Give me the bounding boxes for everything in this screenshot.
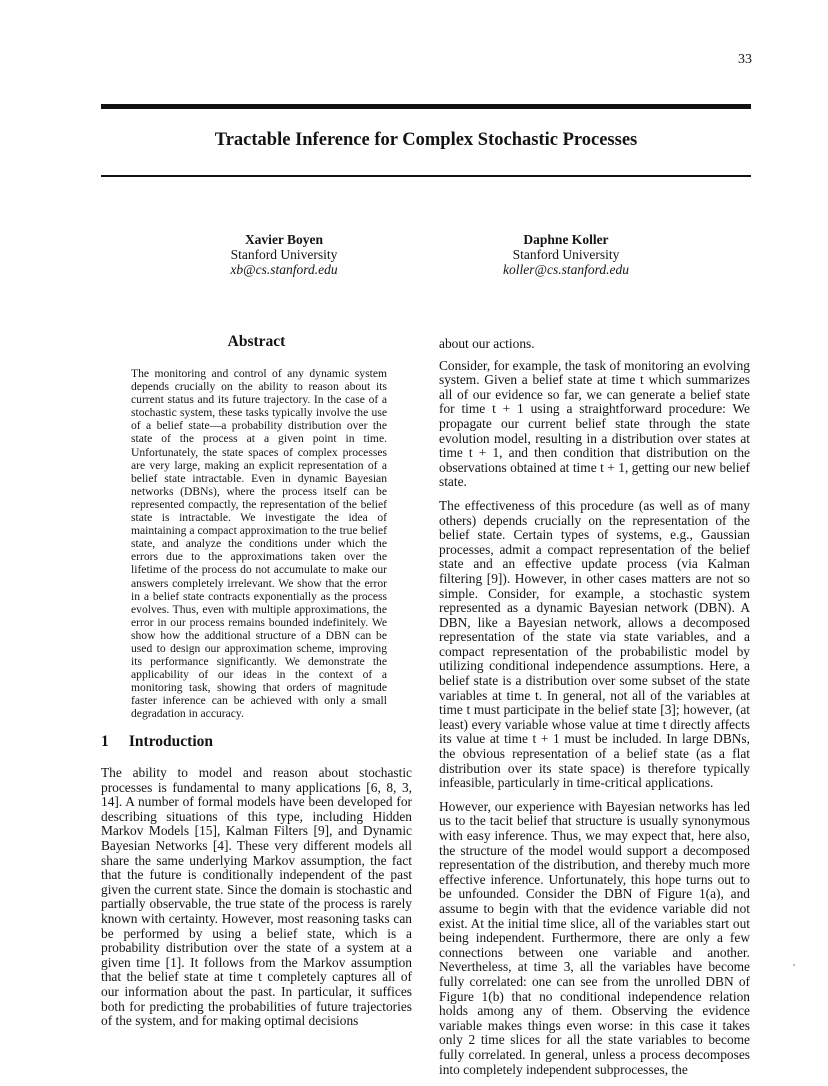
title-rule bbox=[101, 175, 751, 177]
author-affiliation: Stanford University bbox=[230, 247, 338, 262]
right-column bbox=[439, 337, 750, 1086]
paragraph: Consider, for example, the task of monitoring an evolving system. Given a belief state at time t which summarizes all of our evidence so far, we can generate a belief state for time t + 1 using a straightforward procedure: We propagate our current belief state through the state evolution model, resulting in a distribution over states at time t + 1, and then condition that distribution on the observations obtained at time t + 1, getting our new belief state. bbox=[439, 357, 750, 490]
paragraph: However, our experience with Bayesian networks has led us to the tacit belief that structure is usually synonymous with easy inference. Thus, we may expect that, here also, the structure of the model would support a decomposed representation of the distribution, and thereby much more effective inference. Unfortunately, this hope turns out to be unfounded. Consider the DBN of Figure 1(a), and assume to begin with that the evidence variable did not exist. At the initial time slice, all of the variables start out being independent. Furthermore, there are only a few connections between one variable and another. Nevertheless, at time 3, all the variables have become fully correlated: one can see from the unrolled DBN of Figure 1(b) that no conditional independence relation holds among any of them. Observing the evidence variable makes things even worse: in this case it takes only 2 time slices for all the state variables to become fully correlated. In general, unless a process decomposes into completely independent subprocesses, the bbox=[439, 798, 750, 1077]
author-block bbox=[174, 232, 394, 277]
author-name: Xavier Boyen bbox=[244, 232, 324, 247]
section-number: 1 bbox=[101, 733, 109, 750]
paragraph: about our actions. bbox=[439, 336, 535, 351]
abstract-heading: Abstract bbox=[227, 333, 286, 350]
section-heading bbox=[101, 733, 213, 751]
paper-title: Tractable Inference for Complex Stochastic Processes bbox=[214, 130, 638, 150]
scan-speck bbox=[793, 964, 795, 966]
abstract-text: The monitoring and control of any dynamic system depends crucially on the ability to reason about its current status and its future trajectory. In the case of a stochastic system, these tasks typically involve the use of a belief state—a probability distribution over the state of the process at a given point in time. Unfortunately, the state spaces of complex processes are very large, making an explicit representation of a belief state intractable. Even in dynamic Bayesian networks (DBNs), where the process itself can be represented compactly, the representation of the belief state is intractable. We investigate the idea of maintaining a compact approximation to the true belief state, and analyze the conditions under which the errors due to the approximations taken over the lifetime of the process do not accumulate to make our answers completely irrelevant. We show that the error in a belief state contracts exponentially as the process evolves. Thus, even with multiple approximations, the error in our process remains bounded indefinitely. We show how the additional structure of a DBN can be used to design our approximation scheme, improving its performance significantly. We demonstrate the applicability of our ideas in the context of a monitoring task, showing that orders of magnitude faster inference can be achieved with only a small degradation in accuracy. bbox=[131, 367, 387, 721]
page-number: 33 bbox=[738, 52, 752, 67]
paragraph: The effectiveness of this procedure (as well as of many others) depends crucially on the representation of the belief state. Certain types of systems, e.g., Gaussian processes, admit a compact representation of the belief state and an effective update process (via Kalman filtering [9]). However, in other cases matters are not so simple. Consider, for example, a stochastic system represented as a dynamic Bayesian network (DBN). A DBN, like a Bayesian network, allows a decomposed representation of the state via state variables, and a compact representation of the probabilistic model by utilizing conditional independence assumptions. Here, a belief state is a distribution over some subset of the state variables at time t. In general, not all of the variables at time t must participate in the belief state [3]; however, (at least) every variable whose value at time t directly affects its value at time t + 1 must be included. In large DBNs, the obvious representation of a belief state (as a flat distribution over its state space) is therefore typically infeasible, particularly in time-critical applications. bbox=[439, 497, 750, 791]
author-email: xb@cs.stanford.edu bbox=[230, 262, 338, 277]
intro-text: The ability to model and reason about stochastic processes is fundamental to many applications [6, 8, 3, 14]. A number of formal models have been developed for describing situations of this type, including Hidden Markov Models [15], Kalman Filters [9], and Dynamic Bayesian Networks [4]. These very different models all share the same underlying Markov assumption, the fact that the future is conditionally independent of the past given the current state. Since the domain is stochastic and partially observable, the true state of the process is rarely known with certainty. However, most reasoning tasks can be performed by using a belief state, which is a probability distribution over the state of a system at a given time [1]. It follows from the Markov assumption that the belief state at time t completely captures all of our information about the past. In particular, it suffices both for predicting the probabilities of future trajectories of the system, and for making optimal decisions bbox=[101, 765, 412, 1029]
author-name: Daphne Koller bbox=[523, 232, 609, 247]
top-rule bbox=[101, 104, 751, 109]
author-affiliation: Stanford University bbox=[512, 247, 620, 262]
author-block bbox=[456, 232, 676, 277]
section-title: Introduction bbox=[128, 733, 213, 750]
author-email: koller@cs.stanford.edu bbox=[503, 262, 629, 277]
